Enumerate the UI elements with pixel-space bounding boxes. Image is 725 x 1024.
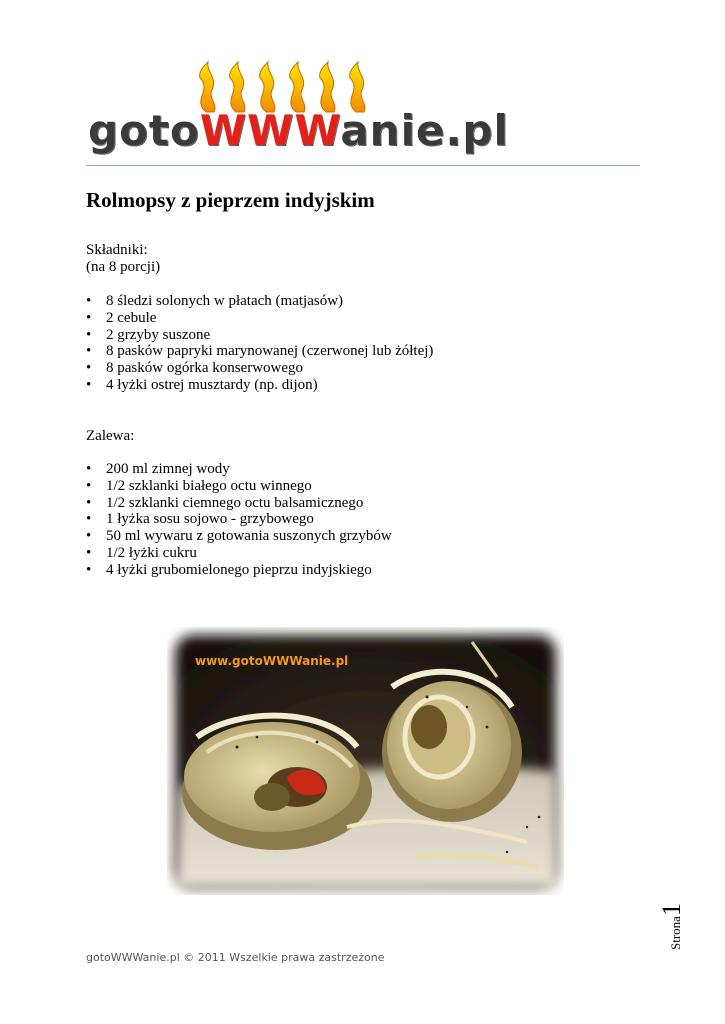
logo-wordmark (88, 106, 509, 155)
page-number-value: 1 (657, 903, 686, 917)
ingredients-label: Składniki: (86, 242, 148, 258)
page-number (659, 903, 685, 950)
list-item: • 4 łyżki grubomielonego pieprzu indyjskiego (86, 562, 392, 579)
recipe-photo (167, 627, 564, 895)
header-divider (86, 165, 640, 166)
list-item: • 1/2 szklanki białego octu winnego (86, 478, 392, 495)
photo-watermark: www.gotoWWWanie.pl (195, 654, 349, 668)
list-item: • 8 śledzi solonych w płatach (matjasów) (86, 293, 433, 310)
recipe-title: Rolmopsy z pieprzem indyjskim (86, 188, 375, 212)
page-footer: gotoWWWanie.pl © 2011 Wszelkie prawa zastrzeżone (86, 951, 385, 964)
list-item: • 1 łyżka sosu sojowo - grzybowego (86, 511, 392, 528)
list-item: • 2 cebule (86, 310, 433, 327)
servings-text: (na 8 porcji) (86, 259, 161, 275)
list-item: • 200 ml zimnej wody (86, 461, 392, 478)
list-item: • 8 pasków ogórka konserwowego (86, 360, 433, 377)
list-item: • 1/2 łyżki cukru (86, 545, 392, 562)
brine-label: Zalewa: (86, 428, 135, 444)
logo-text-pre: goto (88, 106, 200, 155)
site-logo (88, 60, 509, 160)
list-item: • 8 pasków papryki marynowanej (czerwonej lub żółtej) (86, 343, 433, 360)
brine-list (86, 461, 392, 579)
list-item: • 1/2 szklanki ciemnego octu balsamicznego (86, 495, 392, 512)
list-item: • 50 ml wywaru z gotowania suszonych grzybów (86, 528, 392, 545)
page-label: Strona (668, 916, 683, 950)
logo-text-post: anie.pl (340, 106, 509, 155)
ingredients-list (86, 293, 433, 394)
list-item: • 2 grzyby suszone (86, 327, 433, 344)
logo-text-www: WWW (199, 106, 341, 155)
list-item: • 4 łyżki ostrej musztardy (np. dijon) (86, 377, 433, 394)
